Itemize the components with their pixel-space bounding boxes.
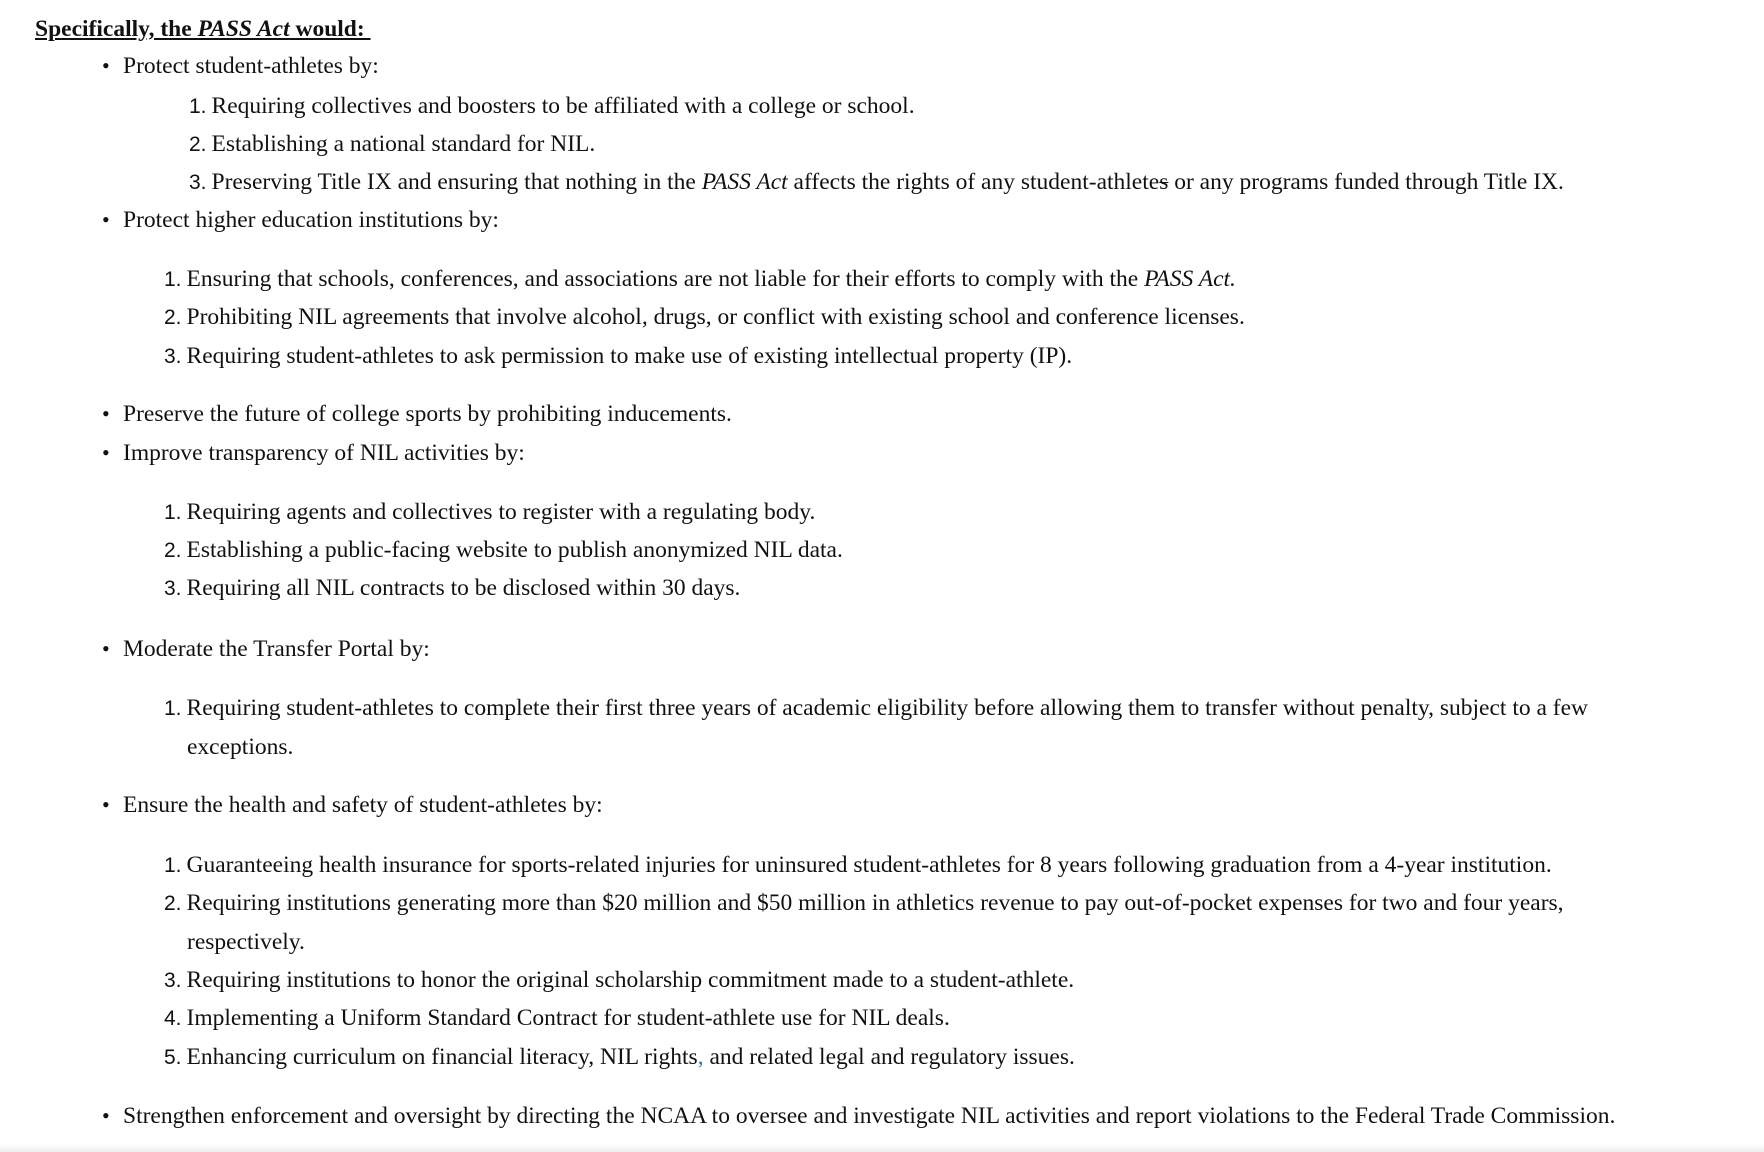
list-item: 2. Prohibiting NIL agreements that involve alcohol, drugs, or conflict with existing school and conference licenses. <box>164 304 1245 330</box>
list-item: 1. Requiring student-athletes to complete their first three years of academic eligibility before allowing them to transfer without penalty, subject to a few exceptions. <box>164 695 1589 760</box>
list-item: 1. Requiring agents and collectives to register with a regulating body. <box>164 499 816 525</box>
list-item: 3. Preserving Title IX and ensuring that nothing in the PASS Act affects the rights of any student-athletes or any programs funded through Title IX. <box>189 169 1564 195</box>
list-item: 1. Requiring collectives and boosters to be affiliated with a college or school. <box>189 93 915 119</box>
section-heading: Specifically, the PASS Act would: <box>35 16 371 42</box>
list-item: 3. Requiring institutions to honor the original scholarship commitment made to a student-athlete. <box>164 967 1075 993</box>
bullet-improve-transparency: • Improve transparency of NIL activities by: <box>123 434 525 472</box>
bullet-protect-student-athletes: • Protect student-athletes by: <box>123 47 379 85</box>
strikethrough-char: s <box>1159 169 1169 195</box>
list-item: 3. Requiring all NIL contracts to be disclosed within 30 days. <box>164 575 741 601</box>
list-item: 1. Ensuring that schools, conferences, and associations are not liable for their efforts to comply with the PASS Act. <box>164 266 1236 292</box>
list-item: 3. Requiring student-athletes to ask permission to make use of existing intellectual property (IP). <box>164 343 1073 369</box>
bullet-protect-institutions: • Protect higher education institutions by: <box>123 201 499 239</box>
act-name: PASS Act <box>197 16 290 42</box>
list-item: 4. Implementing a Uniform Standard Contract for student-athlete use for NIL deals. <box>164 1005 950 1031</box>
bullet-moderate-transfer-portal: • Moderate the Transfer Portal by: <box>123 630 430 668</box>
bullet-strengthen-enforcement: • Strengthen enforcement and oversight by directing the NCAA to oversee and investigate NIL activities and report violations to the Federal Trade Commission. <box>123 1097 1615 1135</box>
list-item: 2. Establishing a public-facing website to publish anonymized NIL data. <box>164 537 843 563</box>
list-item: 5. Enhancing curriculum on financial literacy, NIL rights, and related legal and regulatory issues. <box>164 1044 1075 1070</box>
list-item: 2. Requiring institutions generating more than $20 million and $50 million in athletics revenue to pay out-of-pocket expenses for two and four years, respectively. <box>164 890 1564 955</box>
bullet-health-safety: • Ensure the health and safety of student-athletes by: <box>123 786 603 824</box>
list-item: 2. Establishing a national standard for NIL. <box>189 131 596 157</box>
page-bottom-edge <box>0 1144 1764 1152</box>
list-item: 1. Guaranteeing health insurance for sports-related injuries for uninsured student-athletes for 8 years following graduation from a 4-year institution. <box>164 852 1552 878</box>
bullet-preserve-future: • Preserve the future of college sports by prohibiting inducements. <box>123 395 732 433</box>
